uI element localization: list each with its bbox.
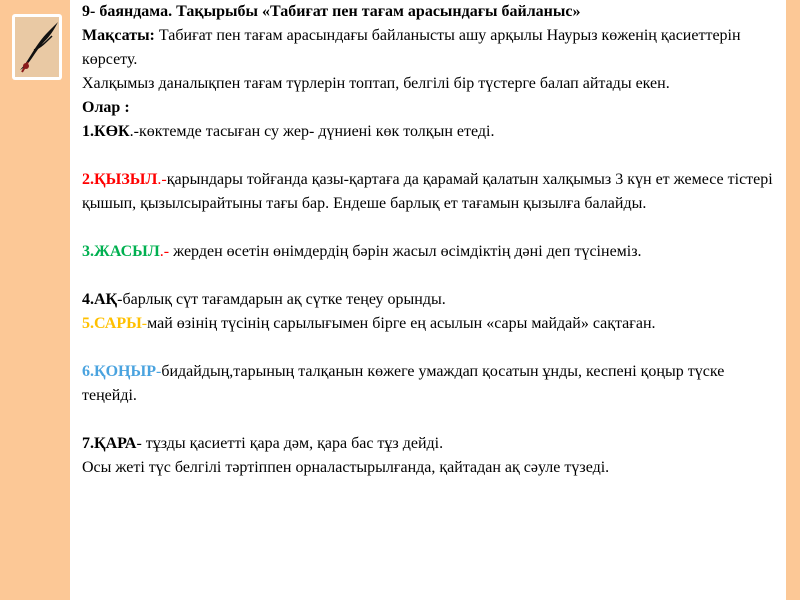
item-sary (82, 312, 782, 336)
report-title: 9- баяндама. Тақырыбы «Табиғат пен тағам арасындағы байланыс» (82, 3, 581, 20)
intro-paragraph: Халқымыз даналықпен тағам түрлерін топтап, белгілі бір түстерге балап айтады екен. (82, 75, 670, 92)
aim-text: Табиғат пен тағам арасындағы байланысты ашу арқылы Наурыз көженің қасиеттерін көрсету. (82, 27, 741, 68)
conclusion-paragraph: Осы жеті түс белгілі тәртіппен орналастырылғанда, қайтадан ақ сәуле түзеді. (82, 459, 610, 476)
item-sep-konyr: - (155, 363, 162, 380)
item-kara (82, 432, 782, 456)
item-ak (82, 288, 782, 312)
right-decorative-bar (786, 0, 800, 600)
item-sep-kyzyl: .- (157, 171, 167, 188)
report-content (82, 0, 782, 480)
item-text-zhasyl: жерден өсетін өнімдердің бәрін жасыл өсімдіктің дәні деп түсінеміз. (169, 243, 642, 260)
item-text-ak: -барлық сүт тағамдарын ақ сүтке теңеу орынды. (117, 291, 446, 308)
item-konyr (82, 360, 782, 408)
item-label-kyzyl: 2.ҚЫЗЫЛ (82, 171, 158, 188)
item-label-sary: 5.САРЫ (82, 315, 142, 332)
aim-label: Мақсаты: (82, 27, 155, 44)
aim-paragraph (82, 24, 782, 72)
item-text-konyr: бидайдың,тарының талқанын көжеге умаждап қосатын ұнды, кеспені қоңыр түске теңейді. (82, 363, 725, 404)
item-text-kara: - тұзды қасиетті қара дәм, қара бас тұз дейді. (136, 435, 444, 452)
item-label-kara: 7.ҚАРА (82, 435, 137, 452)
item-label-konyr: 6.ҚОҢЫР (82, 363, 156, 380)
item-label-zhasyl: 3.ЖАСЫЛ (82, 243, 160, 260)
item-kok (82, 120, 782, 144)
list-heading: Олар : (82, 99, 130, 116)
item-sep-sary: - (141, 315, 148, 332)
item-text-sary: май өзінің түсінің сарылығымен бірге ең асылын «сары майдай» сақтаған. (147, 315, 656, 332)
quill-logo-icon (12, 14, 62, 80)
item-text-kok: .-көктемде тасыған су жер- дүниені көк толқын етеді. (129, 123, 495, 140)
item-label-kok: 1.КӨК (82, 123, 130, 140)
item-sep-zhasyl: .- (159, 243, 170, 260)
item-text-kyzyl: қарындары тойғанда қазы-қартаға да қарамай қалатын халқымыз 3 күн ет жемесе тістері қышып, қызылсырайтыны тағы бар. Ендеше барлық ет тағамын қызылға балайды. (82, 171, 773, 212)
item-kyzyl (82, 168, 782, 216)
left-decorative-bar (0, 0, 70, 600)
item-zhasyl (82, 240, 782, 264)
item-label-ak: 4.АҚ (82, 291, 118, 308)
